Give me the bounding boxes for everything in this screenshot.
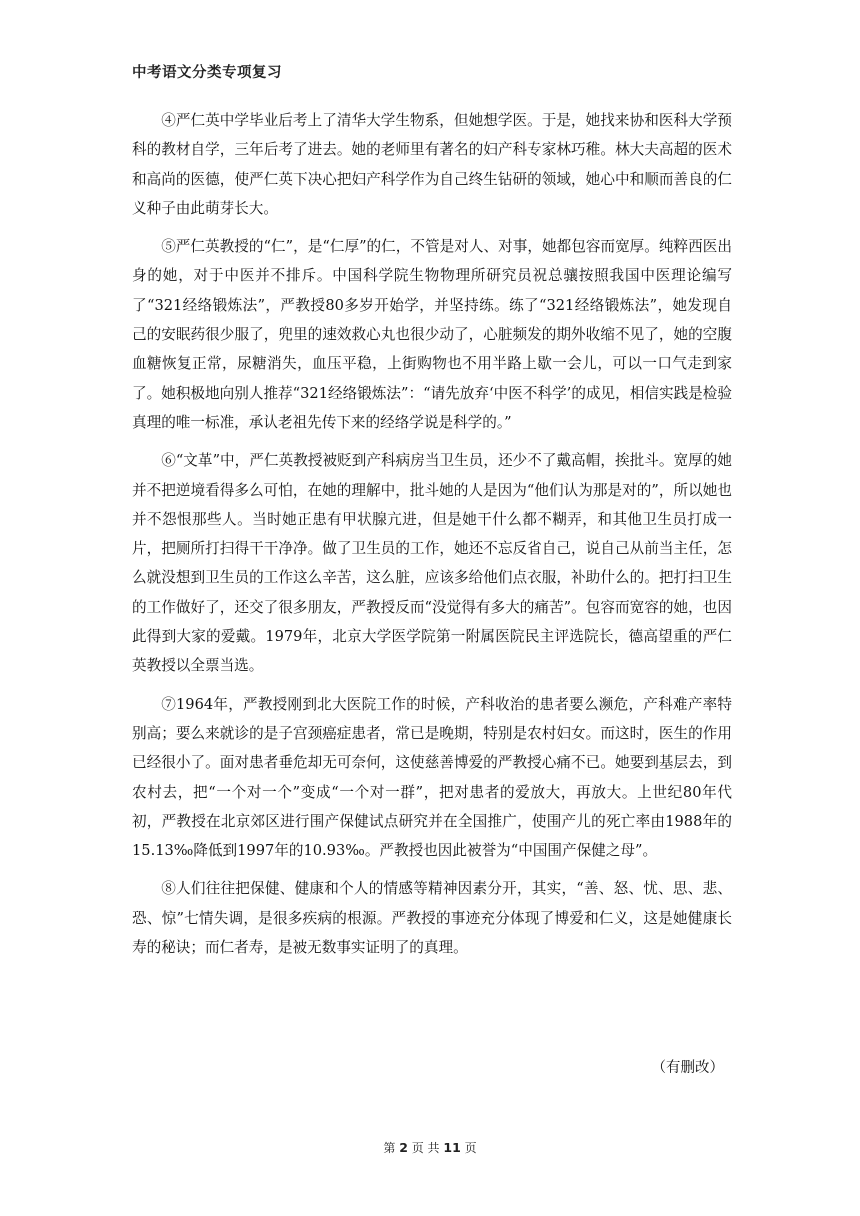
footer-mid: 页 共: [411, 1141, 440, 1155]
current-page-number: 2: [399, 1140, 408, 1155]
paragraph-5: ⑤严仁英教授的“仁”，是“仁厚”的仁，不管是对人、对事，她都包容而宽厚。纯粹西医出身的她，对于中医并不排斥。中国科学院生物物理所研究员祝总骧按照我国中医理论编写了“321经络锻炼法”，严教授80多岁开始学，并坚持练。练了“321经络锻炼法”，她发现自己的安眠药很少服了，兜里的速效救心丸也很少动了，心脏频发的期外收缩不见了，她的空腹血糖恢复正常，尿糖消失，血压平稳，上街购物也不用半路上歇一会儿，可以一口气走到家了。她积极地向别人推荐“321经络锻炼法”：“请先放弃‘中医不科学’的成见，相信实践是检验真理的唯一标准，承认老祖先传下来的经络学说是科学的。”: [132, 238, 732, 431]
article-body: [132, 106, 732, 971]
footer-prefix: 第: [383, 1141, 396, 1155]
abridged-note: （有删改）: [651, 1060, 724, 1076]
page-header-title: 中考语文分类专项复习: [132, 65, 282, 81]
footer-suffix: 页: [464, 1141, 477, 1155]
paragraph-6: ⑥“文革”中，严仁英教授被贬到产科病房当卫生员，还少不了戴高帽，挨批斗。宽厚的她并不把逆境看得多么可怕，在她的理解中，批斗她的人是因为“他们认为那是对的”，所以她也并不怨恨那些人。当时她正患有甲状腺亢进，但是她干什么都不糊弄，和其他卫生员打成一片，把厕所打扫得干干净净。做了卫生员的工作，她还不忘反省自己，说自己从前当主任，怎么就没想到卫生员的工作这么辛苦，这么脏，应该多给他们点衣服，补助什么的。把打扫卫生的工作做好了，还交了很多朋友，严教授反而“没觉得有多大的痛苦”。包容而宽容的她，也因此得到大家的爱戴。1979年，北京大学医学院第一附属医院民主评选院长，德高望重的严仁英教授以全票当选。: [132, 452, 732, 675]
paragraph-4: ④严仁英中学毕业后考上了清华大学生物系，但她想学医。于是，她找来协和医科大学预科的教材自学，三年后考了进去。她的老师里有著名的妇产科专家林巧稚。林大夫高超的医术和高尚的医德，使严仁英下决心把妇产科学作为自己终生钻研的领域，她心中和顺而善良的仁义种子由此萌芽长大。: [132, 112, 732, 217]
paragraph-7: ⑦1964年，严教授刚到北大医院工作的时候，产科收治的患者要么濒危，产科难产率特别高；要么来就诊的是子宫颈癌症患者，常已是晚期，特别是农村妇女。而这时，医生的作用已经很小了。面对患者垂危却无可奈何，这使慈善博爱的严教授心痛不已。她要到基层去，到农村去，把“一个对一个”变成“一个对一群”，把对患者的爱放大，再放大。上世纪80年代初，严教授在北京郊区进行围产保健试点研究并在全国推广，使围产儿的死亡率由1988年的15.13‰降低到1997年的10.93‰。严教授也因此被誉为“中国围产保健之母”。: [132, 695, 732, 860]
total-page-number: 11: [443, 1140, 461, 1155]
page-footer: [0, 1139, 860, 1156]
paragraph-8: ⑧人们往往把保健、健康和个人的情感等精神因素分开，其实，“善、怒、忧、思、悲、恐、惊”七情失调，是很多疾病的根源。严教授的事迹充分体现了博爱和仁义，这是她健康长寿的秘诀；而仁者寿，是被无数事实证明了的真理。: [132, 880, 732, 957]
